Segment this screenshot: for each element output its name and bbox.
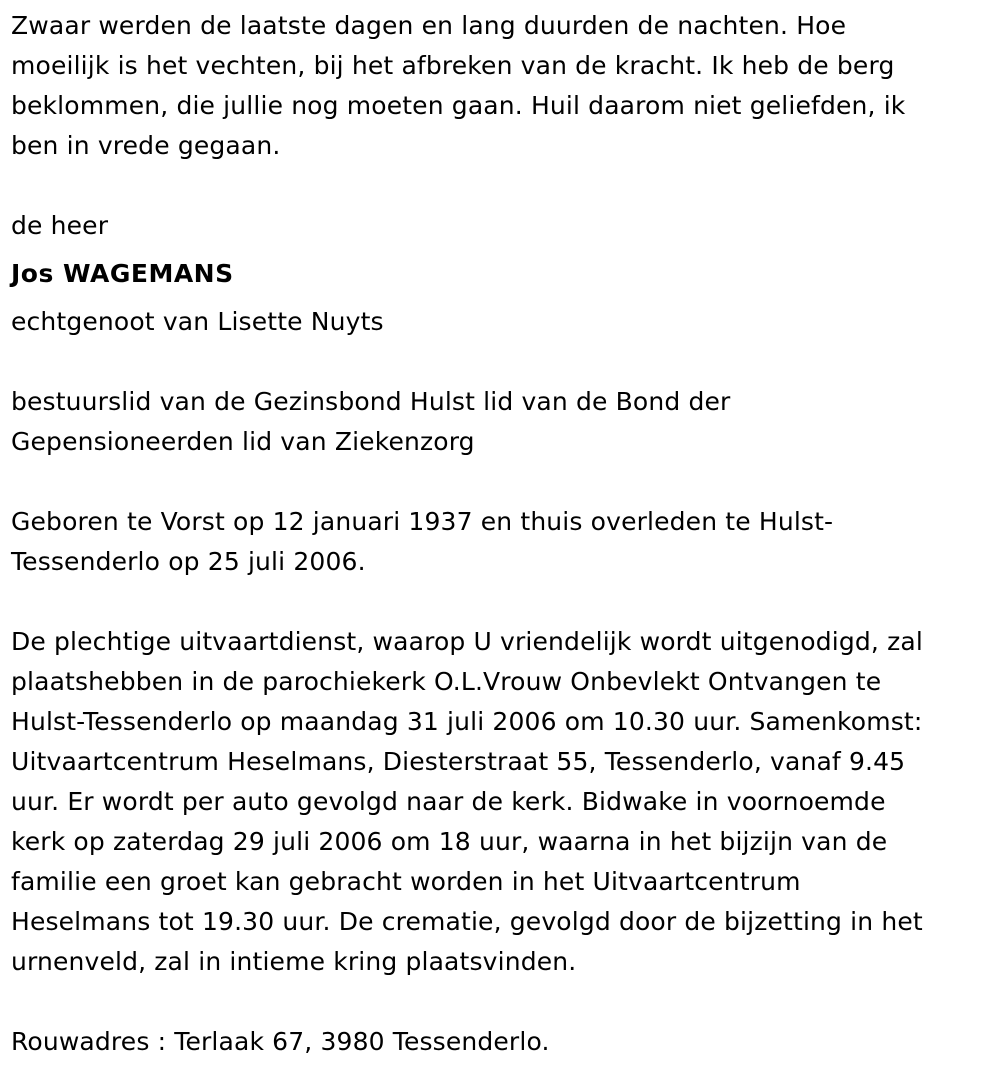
- deceased-name: Jos WAGEMANS: [11, 259, 234, 288]
- ceremony-line: De plechtige uitvaartdienst, waarop U vriendelijk wordt uitgenodigd, zal: [11, 627, 923, 656]
- spacer: [11, 294, 991, 302]
- poem-line: Zwaar werden de laatste dagen en lang duurden de nachten. Hoe: [11, 11, 847, 40]
- ceremony-line: Hulst-Tessenderlo op maandag 31 juli 2006 om 10.30 uur. Samenkomst:: [11, 707, 923, 736]
- membership-line: bestuurslid van de Gezinsbond Hulst lid van de Bond der: [11, 387, 731, 416]
- ceremony-line: familie een groet kan gebracht worden in het Uitvaartcentrum: [11, 867, 801, 896]
- ceremony-line: plaatshebben in de parochiekerk O.L.Vrouw Onbevlekt Ontvangen te: [11, 667, 882, 696]
- ceremony-line: urnenveld, zal in intieme kring plaatsvinden.: [11, 947, 577, 976]
- spacer: [11, 342, 991, 382]
- ceremony-line: Uitvaartcentrum Heselmans, Diesterstraat 55, Tessenderlo, vanaf 9.45: [11, 747, 906, 776]
- ceremony-line: uur. Er wordt per auto gevolgd naar de kerk. Bidwake in voornoemde: [11, 787, 886, 816]
- salutation: de heer: [11, 211, 109, 240]
- ceremony-line: kerk op zaterdag 29 juli 2006 om 18 uur, waarna in het bijzijn van de: [11, 827, 888, 856]
- spacer: [11, 246, 991, 254]
- spacer: [11, 462, 991, 502]
- membership-line: Gepensioneerden lid van Ziekenzorg: [11, 427, 475, 456]
- birth-death: [11, 502, 991, 582]
- poem: [11, 6, 991, 166]
- spacer: [11, 166, 991, 206]
- memberships: [11, 382, 991, 462]
- poem-line: ben in vrede gegaan.: [11, 131, 281, 160]
- birth-death-line: Geboren te Vorst op 12 januari 1937 en thuis overleden te Hulst-: [11, 507, 834, 536]
- death-notice: [11, 6, 991, 1062]
- spouse-line: echtgenoot van Lisette Nuyts: [11, 307, 384, 336]
- mourning-address: Rouwadres : Terlaak 67, 3980 Tessenderlo.: [11, 1027, 550, 1056]
- ceremony-line: Heselmans tot 19.30 uur. De crematie, gevolgd door de bijzetting in het: [11, 907, 923, 936]
- ceremony: [11, 622, 991, 982]
- spacer: [11, 582, 991, 622]
- spacer: [11, 982, 991, 1022]
- poem-line: moeilijk is het vechten, bij het afbreken van de kracht. Ik heb de berg: [11, 51, 895, 80]
- poem-line: beklommen, die jullie nog moeten gaan. Huil daarom niet geliefden, ik: [11, 91, 906, 120]
- birth-death-line: Tessenderlo op 25 juli 2006.: [11, 547, 366, 576]
